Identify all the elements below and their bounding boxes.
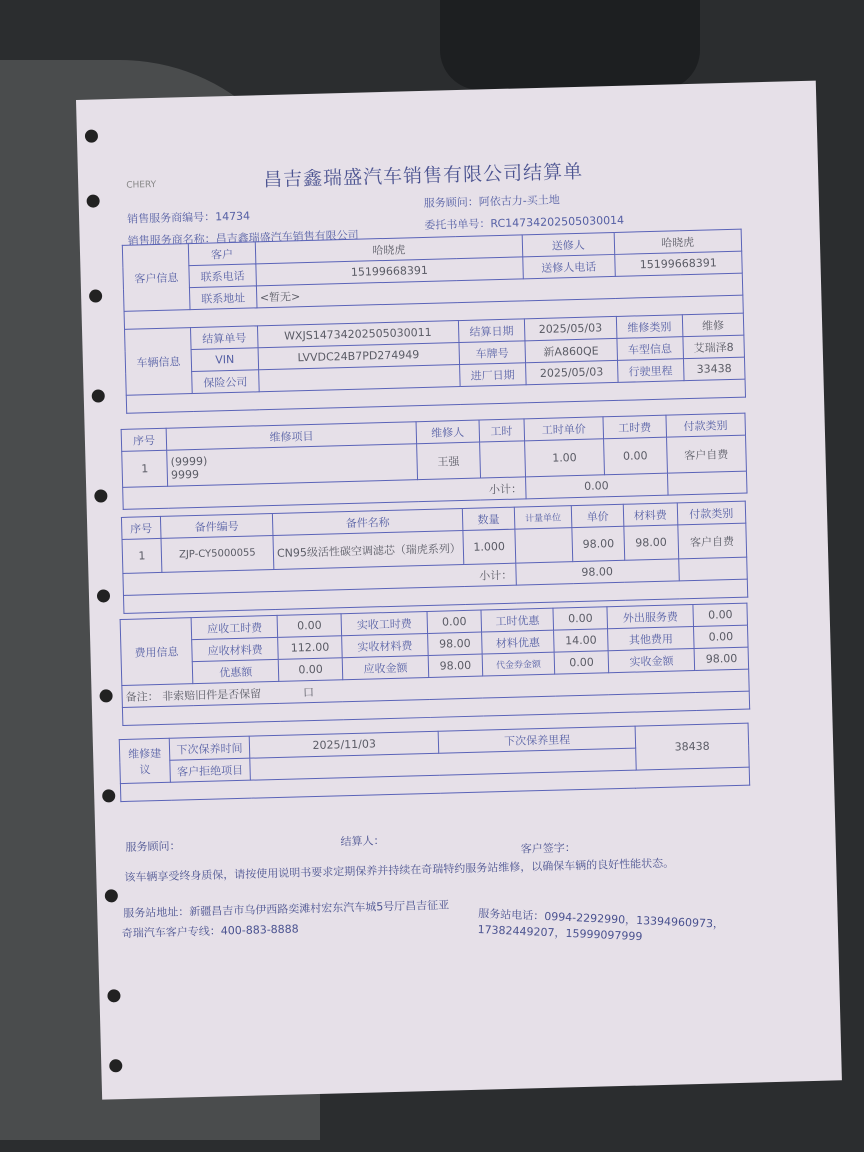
car-console <box>440 0 700 90</box>
label: 实收工时费 <box>341 611 428 635</box>
column-header: 数量 <box>462 507 514 530</box>
label: 下次保养里程 <box>439 726 636 753</box>
label: 结算单号 <box>191 326 258 350</box>
advice-section-label: 维修建议 <box>119 738 170 783</box>
perforation-hole <box>86 194 99 207</box>
label: 维修类别 <box>616 315 683 339</box>
dealer-code: 销售服务商编号：14734 <box>126 209 251 226</box>
plate-number: 新A860QE <box>525 338 617 362</box>
perforation-hole <box>94 489 107 502</box>
cell: CN95级活性碳空调滤芯（瑞虎系列） <box>273 531 464 570</box>
label: 结算日期 <box>458 319 525 343</box>
label: 进厂日期 <box>459 363 526 387</box>
customer-section-label: 客户信息 <box>122 244 190 312</box>
label: 实收金额 <box>608 649 695 673</box>
column-header: 序号 <box>121 428 167 451</box>
remark-label: 备注： <box>125 689 159 704</box>
fees-section-label: 费用信息 <box>120 618 193 686</box>
column-header: 付款类别 <box>677 501 746 525</box>
column-header: 备件名称 <box>272 509 463 536</box>
vehicle-model: 艾瑞泽8 <box>683 335 745 359</box>
settlement-date: 2025/05/03 <box>524 316 616 340</box>
label: 送修人电话 <box>523 254 615 278</box>
value: 0.00 <box>279 658 343 682</box>
cell: 1 <box>122 450 168 487</box>
column-header: 备件编号 <box>160 513 273 538</box>
value: 0.00 <box>277 614 341 638</box>
station-address: 服务站地址：新疆昌吉市乌伊西路奕滩村宏东汽车城5号厅昌吉征亚 <box>123 898 450 921</box>
total-received: 98.00 <box>694 647 748 670</box>
cell: 客户自费 <box>666 435 746 473</box>
label: 应收工时费 <box>191 615 278 639</box>
advice-table <box>119 723 750 802</box>
perforation-hole <box>97 589 110 602</box>
station-phone: 服务站电话：0994-2292990，13394960973，17382449207，15999097999 <box>477 907 725 944</box>
value: 14.00 <box>554 629 608 652</box>
label: 代金券金额 <box>482 652 555 676</box>
document-title: 昌吉鑫瑞盛汽车销售有限公司结算单 <box>262 160 584 192</box>
cell: 王强 <box>417 442 480 480</box>
vehicle-section-label: 车辆信息 <box>125 328 193 396</box>
subtotal-label: 小计： <box>123 477 526 510</box>
label: 实收材料费 <box>341 633 428 657</box>
labor-subtotal: 0.00 <box>525 473 667 499</box>
value: 0.00 <box>693 603 747 626</box>
settler-signature: 结算人： <box>340 834 385 849</box>
column-header: 工时单价 <box>524 417 604 441</box>
value: 0.00 <box>427 610 481 633</box>
label: 外出服务费 <box>607 605 694 629</box>
column-header: 付款类别 <box>665 413 745 437</box>
keep-parts-checkbox: 口 <box>302 685 315 699</box>
perforation-hole <box>85 129 98 142</box>
label: 送修人 <box>522 232 614 256</box>
cell <box>515 528 574 563</box>
customer-vehicle-table <box>122 229 746 414</box>
cell: 98.00 <box>624 525 678 560</box>
subtotal-label: 小计： <box>123 563 516 595</box>
value: 112.00 <box>278 636 342 660</box>
chery-logo: CHERY <box>126 179 157 191</box>
label: 应收金额 <box>342 655 429 679</box>
value: 98.00 <box>428 632 482 655</box>
sender-phone: 15199668391 <box>614 251 742 276</box>
settlement-sheet <box>76 81 842 1100</box>
settlement-number: WXJS14734202505030011 <box>257 321 459 348</box>
label: 材料优惠 <box>481 630 554 654</box>
perforation-hole <box>89 289 102 302</box>
label: VIN <box>191 348 258 372</box>
cell: 1.00 <box>524 439 604 477</box>
label: 保险公司 <box>192 370 259 394</box>
perforation-hole <box>99 689 112 702</box>
column-header: 维修人 <box>416 420 479 444</box>
label: 下次保养时间 <box>169 736 250 760</box>
customer-hotline: 奇瑞汽车客户专线：400-883-8888 <box>121 922 299 941</box>
value: 0.00 <box>554 651 608 674</box>
mileage: 33438 <box>683 357 745 381</box>
label: 工时优惠 <box>481 608 554 632</box>
dealer-name: 销售服务商名称：昌吉鑫瑞盛汽车销售有限公司 <box>127 228 359 248</box>
cell: 1 <box>122 538 162 573</box>
label: 联系电话 <box>189 264 256 288</box>
sender-name: 哈晓虎 <box>614 229 742 254</box>
cell: (9999) 9999 <box>167 444 418 487</box>
order-number: 委托书单号：RC14734202505030014 <box>424 213 625 232</box>
label: 行驶里程 <box>617 359 684 383</box>
parts-table <box>121 501 748 614</box>
customer-name: 哈晓虎 <box>255 235 523 264</box>
perforation-hole <box>109 1059 122 1072</box>
advisor-signature: 服务顾问： <box>125 839 181 854</box>
label: 联系地址 <box>190 286 257 310</box>
labor-table <box>121 413 748 510</box>
value: 0.00 <box>553 607 607 630</box>
label: 其他费用 <box>607 627 694 651</box>
warranty-notice: 该车辆享受终身质保，请按使用说明书要求定期保养并持续在奇瑞特约服务站维修，以确保车辆的良好性能状态。 <box>124 856 675 884</box>
next-service-mileage: 38438 <box>635 723 749 770</box>
perforation-hole <box>92 389 105 402</box>
column-header: 计量单位 <box>514 506 572 530</box>
repair-type: 维修 <box>682 313 744 337</box>
column-header: 工时 <box>479 419 525 442</box>
fees-table <box>120 603 751 726</box>
next-service-date: 2025/11/03 <box>249 731 439 758</box>
label: 客户拒绝项目 <box>170 758 251 782</box>
label: 客户 <box>189 242 256 266</box>
perforation-hole <box>102 789 115 802</box>
column-header: 维修项目 <box>166 422 416 451</box>
parts-subtotal: 98.00 <box>515 559 678 585</box>
cell <box>479 441 525 478</box>
remark-text: 非索赔旧件是否保留 <box>161 686 262 703</box>
entry-date: 2025/05/03 <box>526 360 618 384</box>
cell: 0.00 <box>604 437 667 475</box>
customer-signature: 客户签字： <box>520 841 576 856</box>
cell: ZJP-CY5000055 <box>161 535 274 572</box>
label: 车牌号 <box>459 341 526 365</box>
perforation-hole <box>105 889 118 902</box>
service-advisor: 服务顾问：阿依古力-买土地 <box>423 193 560 210</box>
cell: 1.000 <box>463 529 515 564</box>
label: 车型信息 <box>616 337 683 361</box>
value: 0.00 <box>694 625 748 648</box>
customer-phone: 15199668391 <box>255 257 523 286</box>
perforation-hole <box>107 989 120 1002</box>
column-header: 序号 <box>121 516 160 539</box>
vin: LVVDC24B7PD274949 <box>258 343 460 370</box>
label: 优惠额 <box>192 659 279 683</box>
column-header: 单价 <box>572 504 624 527</box>
cell: 98.00 <box>572 526 624 561</box>
customer-address: <暂无> <box>256 273 743 308</box>
value: 98.00 <box>428 654 482 677</box>
column-header: 材料费 <box>623 503 677 526</box>
column-header: 工时费 <box>603 415 666 439</box>
label: 应收材料费 <box>192 637 279 661</box>
cell: 客户自费 <box>677 523 746 559</box>
